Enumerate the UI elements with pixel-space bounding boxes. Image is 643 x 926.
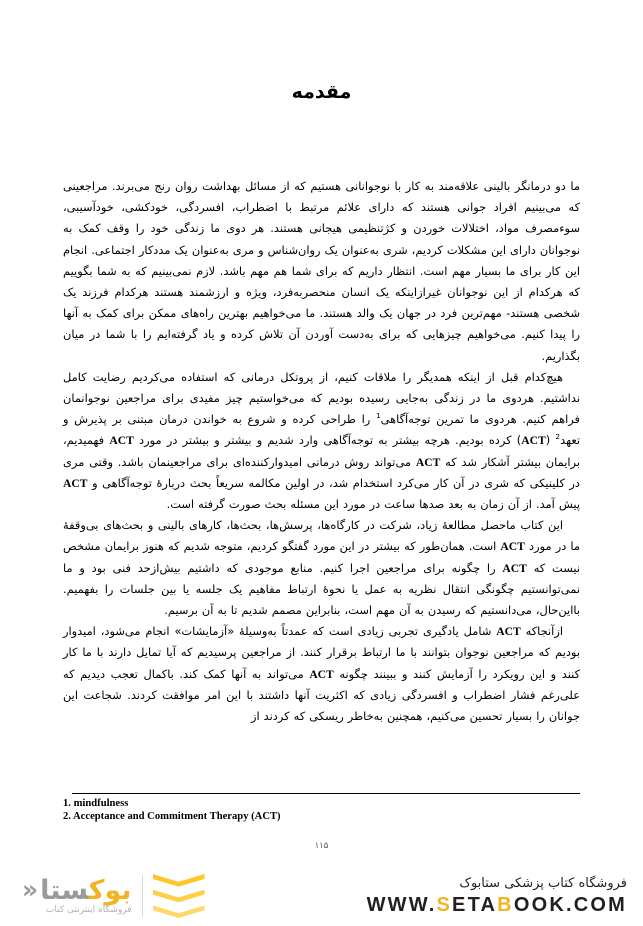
footnote-item [63,810,580,823]
paragraph-1 [63,176,580,367]
chevron-down-icon [153,905,205,918]
act-acronym: ACT [496,625,521,639]
footnote-marker-1: 1 [375,411,381,421]
footer-logo-group[interactable] [22,870,205,922]
paragraph-4-segment-1: ازآنجاکه [525,624,563,639]
page-number: ۱۱۵ [314,841,329,851]
paragraph-2-paren-close: ) [511,433,522,448]
act-acronym: ACT [521,434,546,448]
paragraph-4 [63,621,580,727]
chevron-down-icon [153,890,205,903]
footnote-marker: 1. [63,798,71,809]
act-acronym: ACT [109,434,134,448]
logo-subtitle: فروشگاه اینترنتی کتاب [45,905,132,915]
logo-wordmark-text [40,877,131,904]
site-url-part: B [497,893,514,916]
paragraph-2-segment-3: کرده بودیم. هرچه بیشتر به توجه‌آگاهی وارد شدیم و بیشتر و بیشتر در مورد [139,433,512,448]
footnote-text: mindfulness [73,798,129,809]
paragraph-2 [63,367,580,515]
paragraph-2-segment-6: پیش آمد. از آن زمان به بعد صدها ساعت در مورد این مسئله بحث صورت گرفته است. [166,497,580,512]
paragraph-2-segment-4: فهمیدیم، برایمان بیشتر آشکار شد که [63,433,580,469]
paragraph-3-segment-1: این کتاب ماحصل مطالعهٔ زیاد، شرکت در کارگاه‌ها، پرسش‌ها، بحث‌ها، کارهای بالینی و بحث‌های بی‌وقفهٔ ما در مورد [63,518,580,554]
paragraph-2-paren-open: ( [545,433,556,448]
act-acronym: ACT [63,476,88,490]
act-acronym: ACT [415,455,441,469]
paragraph-1-text: ما دو درمانگر بالینی علاقه‌مند به کار با نوجوانانی هستیم که از مسائل بهداشت روان رنج می‌برند. مراجعینی که می‌بینیم افراد جوانی هستند که دارای علائم مرتبط با اضطراب، افسردگی، خودکشی، خودآسیبی، سوءمصرف مواد، اختلالات خوردن و کژتنظیمی هیجانی هستند. هر دوی ما زندگی خود را وقف کمک به نوجوانان دارای این مشکلات کردیم، شری به‌عنوان یک روان‌شناس و مری به‌عنوان یک مددکار اجتماعی. انجام این کار برای ما بسیار مهم است. انتظار داریم که برای شما هم مهم باشد. لازم نمی‌بینیم که به شما بگوییم که هرکدام از این نوجوانان غیرازاینکه یک انسان منحصربه‌فرد، ویژه و ارزشمند هستند هرکدام فرزند یک شخصی هستند- مهم‌ترین فرد در جهان یک والد هستند. ما می‌خواهیم بهترین راه‌های ممکن برای کمک به آنها را پیدا کنیم. می‌خواهیم چیزهایی که برای به‌دست آوردن آن تلاش کرده و یاد گرفته‌ایم را با شما در میان بگذاریم. [63,179,580,363]
paragraph-3-segment-2: است. همان‌طور که بیشتر در این مورد گفتگو کردیم، متوجه شدیم که هنوز برایمان مشخص نیست که [63,539,580,575]
footnote-area [63,793,580,823]
site-footer-banner [0,866,643,926]
site-url-part: OOK.COM [513,893,627,916]
footnote-text: Acceptance and Commitment Therapy (ACT) [73,811,281,822]
logo-divider [142,875,143,917]
paragraph-3-segment-3: را چگونه برای مراجعین اجرا کنیم. منابع موجودی که داشتیم بیش‌ازحد فنی بود و ما نمی‌توانستیم چگونگی انتقال نظریه به عمل یا نحوهٔ ارتباط مفاهیم یک جلسه یا بین جلسات را بفهمیم. بااین‌حال، می‌دانستیم که رسیدن به آن مهم است، بنابراین مصمم شدیم تا به آن برسیم. [63,560,580,618]
paragraph-3 [63,515,580,621]
chevron-down-icon [153,874,205,887]
act-acronym: ACT [309,667,334,681]
paragraph-4-segment-2: شامل یادگیری تجربی زیادی است که عمدتاً به‌وسیلهٔ «آزمایشات» انجام می‌شود، امیدوار بودیم که مراجعین نوجوان بتوانند با ما ارتباط برقرار کنند. از مراجعین پرسیدیم که آیا تمایل دارند با ما کار کنند و این رویکرد را آزمایش کنند و ببینند چگونه [63,624,580,681]
logo-wordmark-row [22,877,132,904]
shop-name: فروشگاه کتاب پزشکی ستابوک [459,876,627,892]
paragraph-4-segment-3: می‌تواند به آنها کمک کند. باکمال تعجب دیدیم که علی‌رغم فشار اضطراب و افسردگی زیادی که اکثریت آنها داشتند با این امر موافقت کردند. شجاعت این جوانان را بسیار تحسین می‌کنیم، همچنین به‌خاطر ریسکی که کردند از [63,666,580,724]
site-url[interactable] [367,894,627,916]
site-url-part: ETA [452,893,498,916]
act-acronym: ACT [500,540,525,554]
footnote-list [63,797,580,823]
logo-wordmark [22,872,132,920]
act-acronym: ACT [502,561,527,575]
site-url-part: WWW. [366,893,437,916]
footnote-marker-2: 2 [555,432,561,442]
footnote-marker: 2. [63,811,71,822]
page-title: مقدمه [291,81,352,103]
site-url-part: S [436,893,453,916]
double-chevron-left-icon: « [22,875,39,904]
paragraph-2-segment-5: می‌تواند روش درمانی امیدوارکننده‌ای برای مراجعینمان باشد. وقتی مری در کلینیکی که شری در آن کار می‌کرد استخدام شد، در اولین مکالمه سریعاً بحث دربارهٔ توجه‌آگاهی و [63,454,581,490]
document-body [63,176,580,727]
footnote-item [63,797,580,810]
paragraph-2-segment-1: هیچ‌کدام قبل از اینکه همدیگر را ملاقات کنیم، از پروتکل درمانی که استفاده می‌کردیم رضایت کامل نداشتیم. هردوی ما در زندگی به‌جایی رسیده بودیم که می‌خواستیم چیز مفیدی برای مراجعین نوجوانمان فراهم کنیم. هردوی ما تمرین توجه‌آگاهی [63,369,580,427]
footnote-separator-rule [72,793,580,794]
chevron-stack-icon [153,874,205,918]
footer-brand-text [367,870,627,922]
logo-wordmark-gray: ستا [40,875,89,906]
logo-wordmark-gold: بوک [88,875,132,906]
paragraph-2-segment-2: را طراحی کرده و شروع به خواندن درمان مبتنی بر پذیرش و تعهد [63,412,580,448]
